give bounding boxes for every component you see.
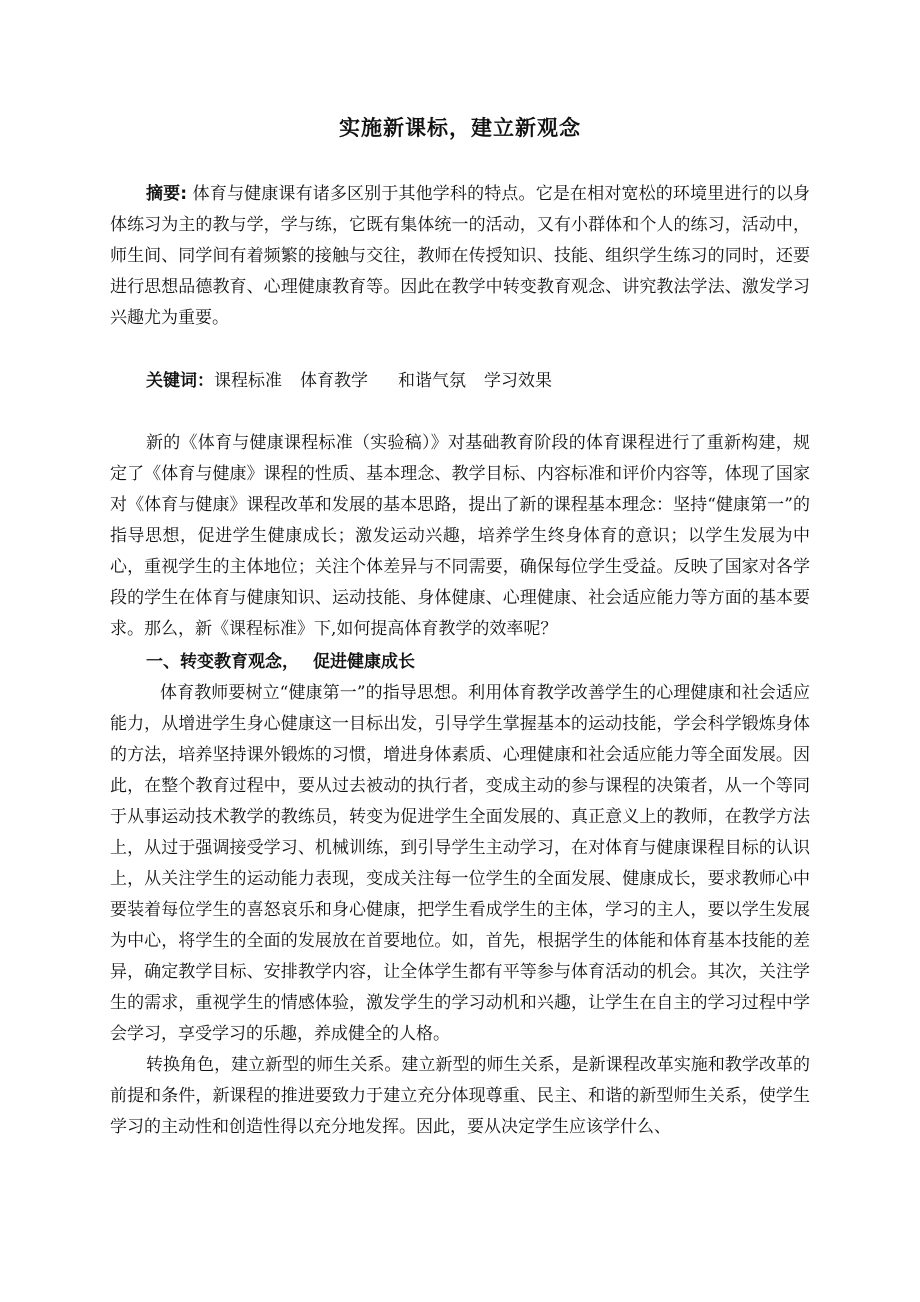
abstract-paragraph [110, 179, 810, 334]
intro-paragraph: 新的《体育与健康课程标准（实验稿）》对基础教育阶段的体育课程进行了重新构建，规定了《体育与健康》课程的性质、基本理念、教学目标、内容标准和评价内容等，体现了国家对《体育与健康》课程改革和发展的基本思路，提出了新的课程基本理念：坚持“健康第一”的指导思想，促进学生健康成长；激发运动兴趣，培养学生终身体育的意识；以学生发展为中心，重视学生的主体地位；关注个体差异与不同需要，确保每位学生受益。反映了国家对各学段的学生在体育与健康知识、运动技能、身体健康、心理健康、社会适应能力等方面的基本要求。那么，新《课程标准》下,如何提高体育教学的效率呢？ [110, 433, 810, 639]
keywords-line [110, 366, 810, 397]
section-1-paragraph: 转换角色，建立新型的师生关系。建立新型的师生关系，是新课程改革实施和教学改革的前提和条件，新课程的推进要致力于建立充分体现尊重、民主、和谐的新型师生关系，使学生学习的主动性和创造性得以充分地发挥。因此，要从决定学生应该学什么、 [110, 1055, 810, 1137]
document-page [110, 100, 810, 1143]
section-1-heading-part1: 一、转变教育观念， [146, 652, 299, 672]
keywords-label: 关键词： [146, 371, 214, 391]
keyword-item: 课程标准 [214, 371, 282, 391]
document-title: 实施新课标，建立新观念 [339, 116, 581, 140]
section-1-heading-part2: 促进健康成长 [313, 652, 415, 672]
keyword-item: 学习效果 [484, 371, 552, 391]
section-1-paragraph: 体育教师要树立“健康第一”的指导思想。利用体育教学改善学生的心理健康和社会适应能力，从增进学生身心健康这一目标出发，引导学生掌握基本的运动技能，学会科学锻炼身体的方法，培养坚持课外锻炼的习惯，增进身体素质、心理健康和社会适应能力等全面发展。因此，在整个教育过程中，要从过去被动的执行者，变成主动的参与课程的决策者，从一个等同于从事运动技术教学的教练员，转变为促进学生全面发展的、真正意义上的教师，在教学方法上，从过于强调接受学习、机械训练，到引导学生主动学习，在对体育与健康课程目标的认识上，从关注学生的运动能力表现，变成关注每一位学生的全面发展、健康成长，要求教师心中要装着每位学生的喜怒哀乐和身心健康，把学生看成学生的主体，学习的主人，要以学生发展为中心，将学生的全面的发展放在首要地位。如，首先，根据学生的体能和体育基本技能的差异，确定教学目标、安排教学内容，让全体学生都有平等参与体育活动的机会。其次，关注学生的需求，重视学生的情感体验，激发学生的学习动机和兴趣，让学生在自主的学习过程中学会学习，享受学习的乐趣，养成健全的人格。 [110, 683, 810, 1044]
abstract-label: 摘要: [146, 184, 188, 204]
keyword-item: 体育教学 [300, 371, 368, 391]
keyword-item: 和谐气氛 [398, 371, 466, 391]
abstract-text: 体育与健康课有诸多区别于其他学科的特点。它是在相对宽松的环境里进行的以身体练习为主的教与学，学与练，它既有集体统一的活动，又有小群体和个人的练习，活动中，师生间、同学间有着频繁的接触与交往，教师在传授知识、技能、组织学生练习的同时，还要进行思想品德教育、心理健康教育等。因此在教学中转变教育观念、讲究教法学法、激发学习兴趣尤为重要。 [110, 184, 810, 328]
section-1-heading [110, 647, 810, 678]
